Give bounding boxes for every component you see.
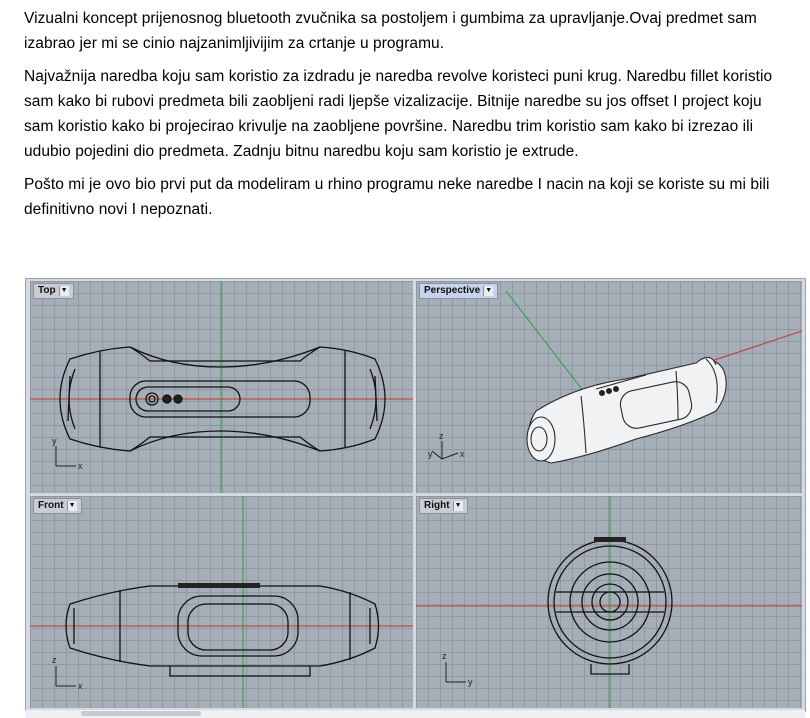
viewport-label-top[interactable]: [33, 283, 74, 299]
dropdown-caret-icon[interactable]: ▼: [453, 501, 463, 511]
paragraph-intro: Vizualni koncept prijenosnog bluetooth zvučnika sa postoljem i gumbima za upravljanje.Ovaj predmet sam izabrao jer mi se cinio najzanimljivijim za crtanje u programu.: [24, 10, 757, 52]
svg-text:x: x: [460, 449, 465, 459]
viewport-label-right[interactable]: [419, 498, 468, 514]
svg-text:z: z: [439, 431, 444, 441]
dropdown-caret-icon[interactable]: ▼: [67, 501, 77, 511]
svg-text:y: y: [468, 677, 473, 687]
viewport-label-text: Front: [38, 500, 64, 511]
svg-text:x: x: [78, 461, 83, 471]
dropdown-caret-icon[interactable]: ▼: [59, 286, 69, 296]
viewport-perspective[interactable]: [416, 281, 802, 493]
paragraph-commands: Najvažnija naredba koju sam koristio za izdradu je naredba revolve koristeci puni krug. Naredbu fillet koristio sam kako bi rubovi predmeta bili zaobljeni radi ljepše vizalizacije. Bitnije naredbe su jos offset I project koju sam koristio kako bi projecirao krivulje na zaobljene površine. Naredbu trim koristio sam kako bi izrezao ili udubio pojedini dio predmeta. Zadnju bitnu naredbu koju sam koristio je extrude.: [24, 68, 773, 160]
viewport-label-text: Top: [38, 285, 56, 296]
top-view-drawing: [30, 281, 413, 493]
right-view-drawing: [416, 496, 802, 708]
front-view-drawing: [30, 496, 413, 708]
document-body: [24, 6, 784, 230]
viewport-label-text: Right: [424, 500, 450, 511]
horizontal-scrollbar[interactable]: [25, 710, 805, 718]
svg-text:z: z: [52, 655, 57, 665]
rhino-viewport-grid: [25, 278, 806, 712]
viewport-label-text: Perspective: [424, 285, 481, 296]
perspective-view-drawing: [416, 281, 802, 493]
viewport-top[interactable]: [30, 281, 413, 493]
dropdown-caret-icon[interactable]: ▼: [483, 286, 493, 296]
svg-text:y: y: [52, 436, 57, 446]
viewport-label-perspective[interactable]: [419, 283, 498, 299]
paragraph-conclusion: Pošto mi je ovo bio prvi put da modeliram u rhino programu neke naredbe I nacin na koji se koriste su mi bili definitivno novi I nepoznati.: [24, 176, 770, 218]
svg-text:x: x: [78, 681, 83, 691]
viewport-front[interactable]: [30, 496, 413, 708]
svg-text:y: y: [428, 449, 433, 459]
scrollbar-thumb[interactable]: [81, 711, 201, 716]
viewport-right[interactable]: [416, 496, 802, 708]
viewport-label-front[interactable]: [33, 498, 82, 514]
svg-text:z: z: [442, 651, 447, 661]
